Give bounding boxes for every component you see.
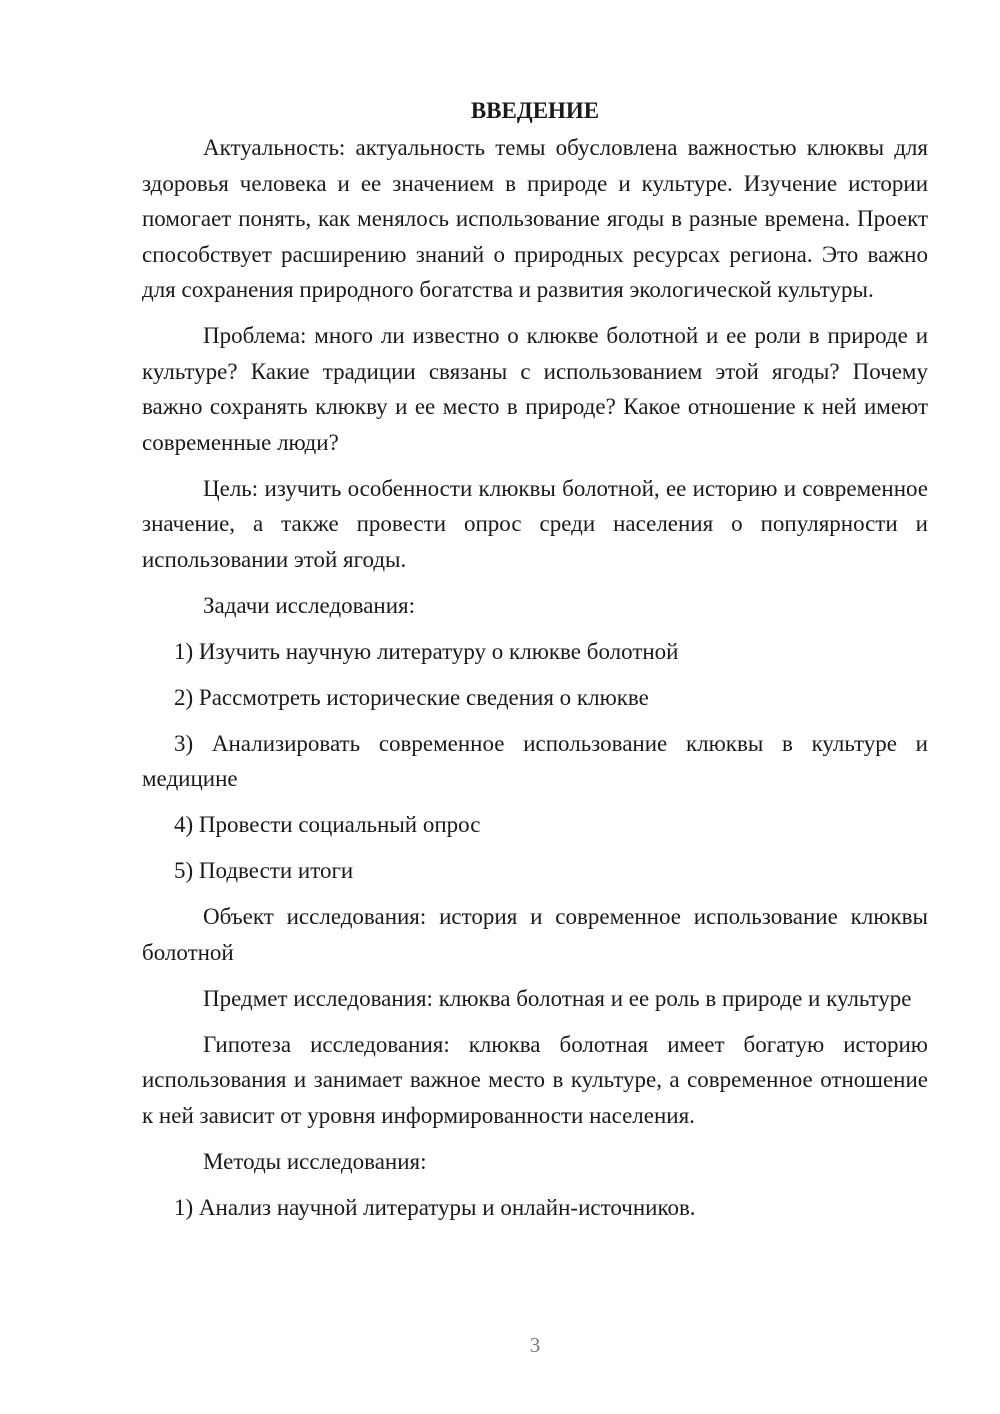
tasks-heading: Задачи исследования:: [203, 592, 416, 618]
paragraph-hypothesis: Гипотеза исследования: клюква болотная имеет богатую историю использования и занимает важное место в культуре, а современное отношение к ней зависит от уровня информированности населения.: [142, 1031, 928, 1128]
methods-heading: Методы исследования:: [203, 1148, 427, 1174]
task-item-5: 5) Подвести итоги: [174, 858, 354, 883]
paragraph-problem: Проблема: много ли известно о клюкве болотной и ее роли в природе и культуре? Какие традиции связаны с использованием этой ягоды? Почему важно сохранять клюкву и ее место в природе? Какое отношение к ней имеют современные люди?: [142, 323, 928, 455]
method-item-1: 1) Анализ научной литературы и онлайн-источников.: [174, 1194, 696, 1220]
task-item-3: 3) Анализировать современное использование клюквы в культуре и медицине: [142, 730, 928, 791]
section-title: ВВЕДЕНИЕ: [470, 98, 600, 123]
paragraph-goal: Цель: изучить особенности клюквы болотной, ее историю и современное значение, а также провести опрос среди населения о популярности и использовании этой ягоды.: [142, 475, 928, 572]
page-number: 3: [529, 1333, 541, 1357]
paragraph-subject: Предмет исследования: клюква болотная и ее роль в природе и культуре: [203, 985, 912, 1011]
task-item-1: 1) Изучить научную литературу о клюкве болотной: [174, 638, 679, 664]
task-item-2: 2) Рассмотреть исторические сведения о клюкве: [174, 684, 649, 710]
paragraph-object: Объект исследования: история и современное использование клюквы болотной: [142, 904, 928, 965]
task-item-4: 4) Провести социальный опрос: [174, 812, 481, 837]
paragraph-relevance: Актуальность: актуальность темы обусловлена важностью клюквы для здоровья человека и ее значением в природе и культуре. Изучение истории помогает понять, как менялось использование ягоды в разные времена. Проект способствует расширению знаний о природных ресурсах региона. Это важно для сохранения природного богатства и развития экологической культуры.: [142, 135, 928, 302]
page-content: [142, 96, 928, 1236]
